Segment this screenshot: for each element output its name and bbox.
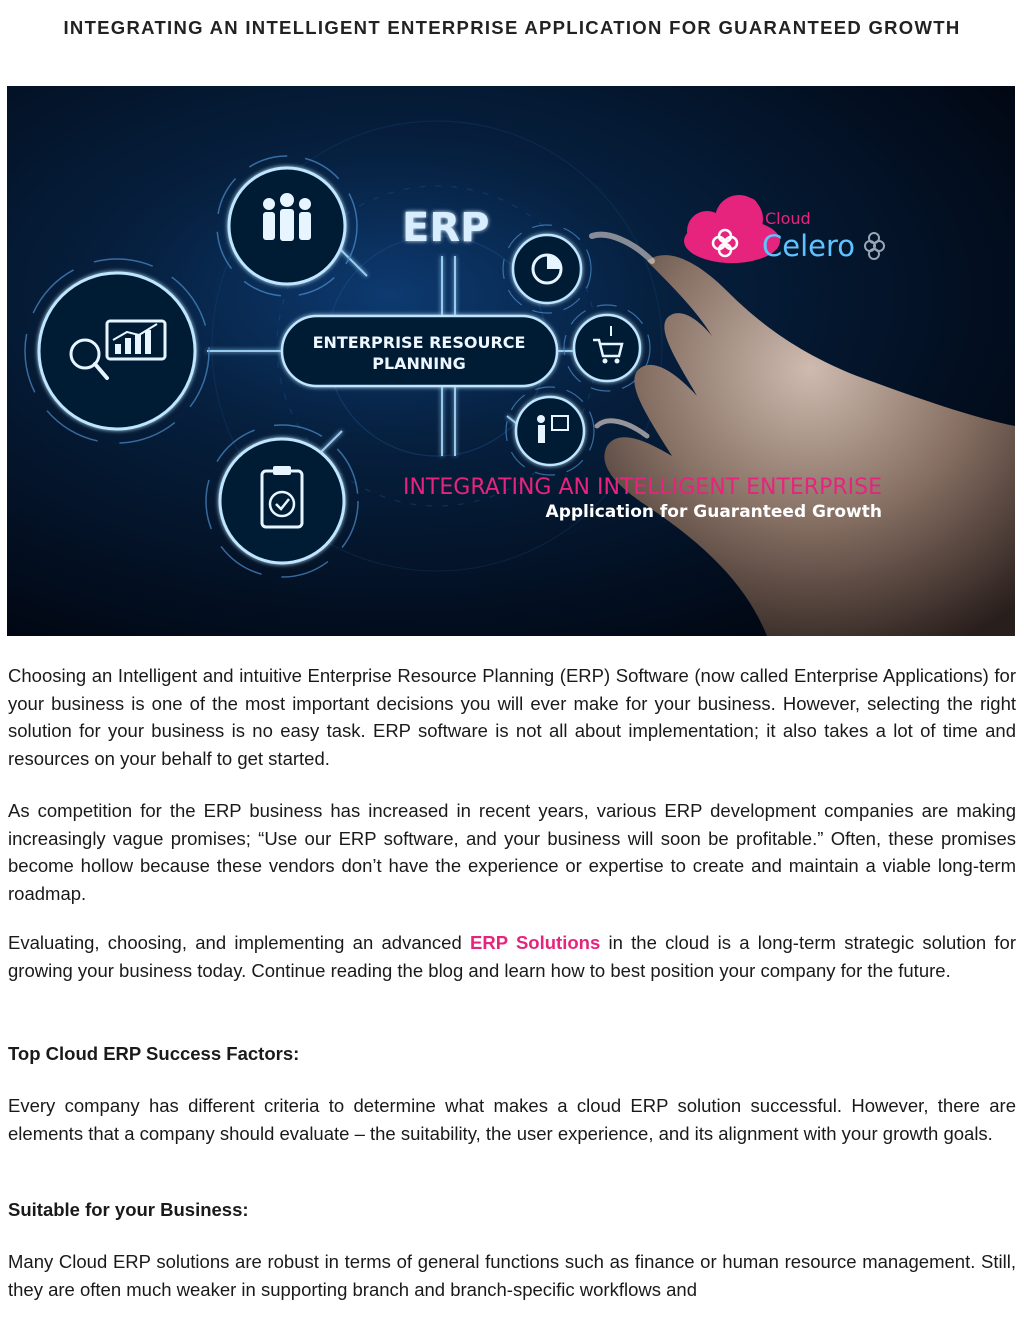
document-title: INTEGRATING AN INTELLIGENT ENTERPRISE APPLICATION FOR GUARANTEED GROWTH [63, 17, 961, 38]
erp-solutions-link[interactable]: ERP Solutions [470, 932, 601, 953]
brand-main-text: Celero [762, 229, 856, 263]
paragraph-1: Choosing an Intelligent and intuitive Enterprise Resource Planning (ERP) Software (now called Enterprise Applications) for your business is one of the most important decisions you will ever make for your business. However, selecting the right solution for your business is no easy task. ERP software is not all about implementation; it also takes a lot of time and resources on your behalf to get started. [8, 665, 1016, 769]
heading-suitable: Suitable for your Business: [8, 1199, 249, 1220]
paragraph-3-before: Evaluating, choosing, and implementing an advanced [8, 932, 470, 953]
erp-full-line2: PLANNING [372, 354, 466, 373]
paragraph-4: Every company has different criteria to determine what makes a cloud ERP solution successful. However, there are elements that a company should evaluate – the suitability, the user experience, and its alignment with your growth goals. [8, 1095, 1016, 1144]
paragraph-competition [8, 797, 1016, 907]
hero-image [7, 86, 1015, 636]
erp-full-line1: ENTERPRISE RESOURCE [312, 333, 526, 352]
paragraph-3-after: in the cloud is a long-term strategic solution for growing your business today. Continue reading the blog and learn how to best position your company for the future. [8, 932, 1016, 981]
erp-label: ERP [402, 205, 490, 251]
heading-success-factors: Top Cloud ERP Success Factors: [8, 1043, 300, 1064]
paragraph-intro [8, 662, 1016, 772]
paragraph-5: Many Cloud ERP solutions are robust in terms of general functions such as finance or human resource management. Still, they are often much weaker in supporting branch and branch-specific workflows and [8, 1251, 1016, 1300]
paragraph-2: As competition for the ERP business has increased in recent years, various ERP development companies are making increasingly vague promises; “Use our ERP software, and your business will soon be profitable.” Often, these promises become hollow because these vendors don’t have the experience or expertise to create and maintain a viable long-term roadmap. [8, 800, 1016, 904]
paragraph-suitable [8, 1248, 1016, 1303]
paragraph-criteria [8, 1092, 1016, 1147]
paragraph-evaluating [8, 929, 1016, 984]
brand-top-text: Cloud [765, 209, 811, 228]
pie-chart-icon [503, 225, 591, 313]
hero-headline: INTEGRATING AN INTELLIGENT ENTERPRISE [402, 475, 882, 500]
paragraph-3 [8, 929, 1016, 984]
hero-subheadline: Application for Guaranteed Growth [545, 502, 882, 522]
presentation-icon [506, 387, 594, 475]
